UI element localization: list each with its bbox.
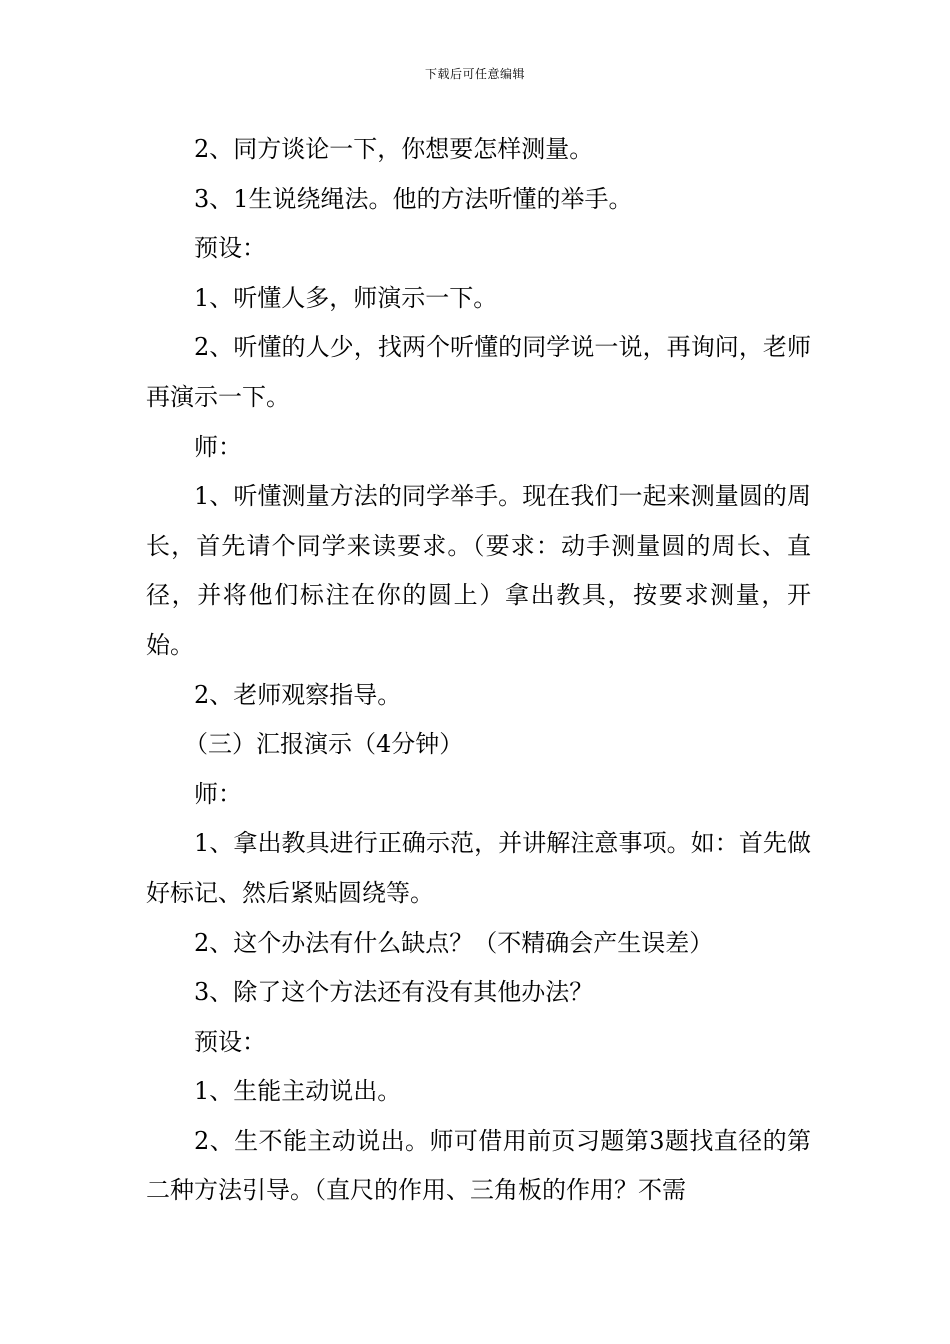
paragraph: 2、生不能主动说出。师可借用前页习题第3题找直径的第二种方法引导。（直尺的作用、三角板的作用？不需 xyxy=(146,1126,811,1205)
paragraph: 1、拿出教具进行正确示范，并讲解注意事项。如：首先做好标记、然后紧贴圆绕等。 xyxy=(146,829,811,907)
section-heading: （三）汇报演示（4分钟） xyxy=(184,730,464,759)
paragraph: 师： xyxy=(194,432,242,461)
paragraph: 1、生能主动说出。 xyxy=(194,1077,402,1106)
paragraph: 师： xyxy=(194,779,242,808)
paragraph: 2、听懂的人少，找两个听懂的同学说一说，再询问，老师再演示一下。 xyxy=(146,333,811,411)
paragraph: 预设： xyxy=(194,234,266,263)
page-header: 下载后可任意编辑 xyxy=(424,67,525,81)
paragraph: 2、同方谈论一下，你想要怎样测量。 xyxy=(194,135,594,163)
paragraph: 3、1生说绕绳法。他的方法听懂的举手。 xyxy=(194,184,633,213)
paragraph: 1、听懂人多，师演示一下。 xyxy=(194,283,498,312)
document-body xyxy=(146,125,811,1216)
paragraph: 2、老师观察指导。 xyxy=(194,680,402,709)
paragraph: 3、除了这个方法还有没有其他办法？ xyxy=(194,978,594,1007)
paragraph: 1、听懂测量方法的同学举手。现在我们一起来测量圆的周长，首先请个同学来读要求。（要求：动手测量圆的周长、直径，并将他们标注在你的圆上）拿出教具，按要求测量，开始。 xyxy=(146,482,811,659)
paragraph: 2、这个办法有什么缺点？（不精确会产生误差） xyxy=(194,928,714,957)
paragraph: 预设： xyxy=(194,1027,266,1056)
